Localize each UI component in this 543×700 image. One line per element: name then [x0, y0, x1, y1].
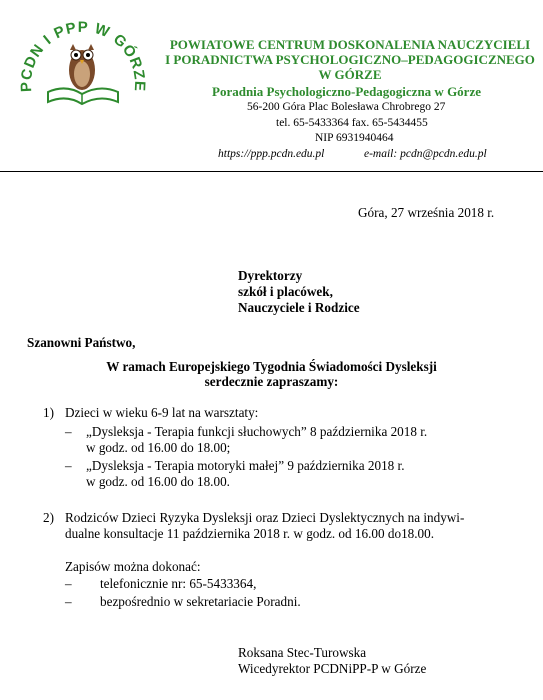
org-name-line1: POWIATOWE CENTRUM DOSKONALENIA NAUCZYCIELI: [169, 37, 531, 52]
org-website[interactable]: https://ppp.pcdn.edu.pl: [218, 148, 325, 160]
workshop2-line1: „Dysleksja - Terapia motoryki małej” 9 października 2018 r.: [86, 458, 405, 473]
signature-name: Roksana Stec-Turowska: [238, 645, 367, 660]
bullet-dash: –: [65, 424, 72, 439]
item2-number: 2): [43, 510, 54, 525]
letter-date: Góra, 27 września 2018 r.: [358, 205, 495, 220]
greeting: Szanowni Państwo,: [27, 335, 136, 350]
book-icon: [48, 88, 118, 104]
bullet-dash: –: [65, 458, 72, 473]
intro-line1: W ramach Europejskiego Tygodnia Świadomości Dysleksji: [106, 359, 437, 374]
addressee-line3: Nauczyciele i Rodzice: [238, 300, 360, 315]
org-nip: NIP 6931940464: [315, 132, 394, 144]
owl-icon: [69, 44, 95, 90]
header-divider: [0, 171, 543, 172]
signature-role: Wicedyrektor PCDNiPP-P w Górze: [238, 661, 427, 676]
item1-number: 1): [43, 405, 54, 420]
workshop1-line1: „Dysleksja - Terapia funkcji słuchowych” 8 października 2018 r.: [86, 424, 428, 439]
bullet-dash: –: [65, 594, 72, 609]
signup-title: Zapisów można dokonać:: [65, 559, 201, 574]
item1-title: Dzieci w wieku 6-9 lat na warsztaty:: [65, 405, 259, 420]
org-subtitle: Poradnia Psychologiczno-Pedagogiczna w Górze: [212, 84, 481, 99]
owl-on-book-logo: [10, 6, 155, 118]
workshop2-line2: w godz. od 16.00 do 18.00.: [86, 474, 230, 489]
signup-phone: telefonicznie nr: 65-5433364,: [100, 576, 257, 591]
addressee-line2: szkół i placówek,: [238, 284, 333, 299]
item2-line1: Rodziców Dzieci Ryzyka Dysleksji oraz Dzieci Dyslektycznych na indywi-: [65, 510, 465, 525]
signup-office: bezpośrednio w sekretariacie Poradni.: [100, 594, 301, 609]
org-email[interactable]: e-mail: pcdn@pcdn.edu.pl: [364, 148, 487, 160]
item2-line2: dualne konsultacje 11 października 2018 r. w godz. od 16.00 do18.00.: [65, 526, 435, 541]
org-address: 56-200 Góra Plac Bolesława Chrobrego 27: [247, 101, 446, 113]
org-phone: tel. 65-5433364 fax. 65-5434455: [276, 117, 428, 129]
org-name-line2: I PORADNICTWA PSYCHOLOGICZNO–PEDAGOGICZNEGO: [165, 52, 535, 67]
org-name-line3: W GÓRZE: [318, 67, 382, 82]
logo-ring-text: PCDN I PPP W GÓRZE: [17, 18, 149, 93]
addressee-line1: Dyrektorzy: [238, 268, 303, 283]
workshop1-line2: w godz. od 16.00 do 18.00;: [86, 440, 231, 455]
bullet-dash: –: [65, 576, 72, 591]
intro-line2: serdecznie zapraszamy:: [204, 374, 339, 389]
